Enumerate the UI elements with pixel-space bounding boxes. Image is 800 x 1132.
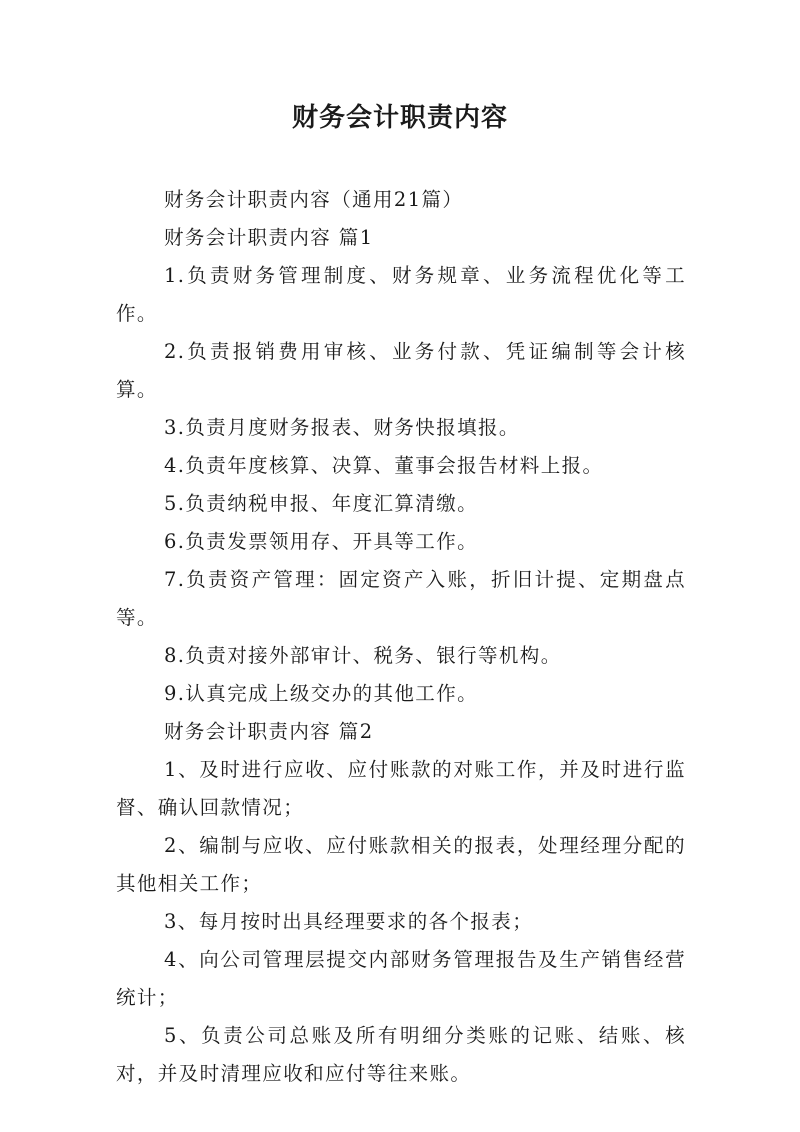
list-item: 4.负责年度核算、决算、董事会报告材料上报。: [164, 454, 604, 477]
list-item: 7.负责资产管理：固定资产入账，折旧计提、定期盘点等。: [116, 568, 686, 629]
subtitle-line: 财务会计职责内容（通用21篇）: [164, 188, 464, 211]
list-item: 2、编制与应收、应付账款相关的报表，处理经理分配的其他相关工作；: [116, 834, 686, 895]
document-body: [116, 181, 686, 1093]
list-item: 5.负责纳税申报、年度汇算清缴。: [164, 492, 479, 515]
list-item: 2.负责报销费用审核、业务付款、凭证编制等会计核算。: [116, 340, 686, 401]
list-item: 3.负责月度财务报表、财务快报填报。: [164, 416, 520, 439]
list-item: 1.负责财务管理制度、财务规章、业务流程优化等工作。: [116, 264, 686, 325]
section-heading: 财务会计职责内容 篇2: [164, 720, 374, 743]
section-heading: 财务会计职责内容 篇1: [164, 226, 374, 249]
list-item: 9.认真完成上级交办的其他工作。: [164, 682, 479, 705]
list-item: 8.负责对接外部审计、税务、银行等机构。: [164, 644, 562, 667]
list-item: 3、每月按时出具经理要求的各个报表；: [164, 910, 534, 933]
document-title: 财务会计职责内容: [291, 103, 508, 133]
list-item: 1、及时进行应收、应付账款的对账工作，并及时进行监督、确认回款情况；: [116, 758, 686, 819]
list-item: 6.负责发票领用存、开具等工作。: [164, 530, 479, 553]
list-item: 4、向公司管理层提交内部财务管理报告及生产销售经营统计；: [116, 948, 686, 1009]
list-item: 5、负责公司总账及所有明细分类账的记账、结账、核对，并及时清理应收和应付等往来账。: [116, 1024, 686, 1085]
